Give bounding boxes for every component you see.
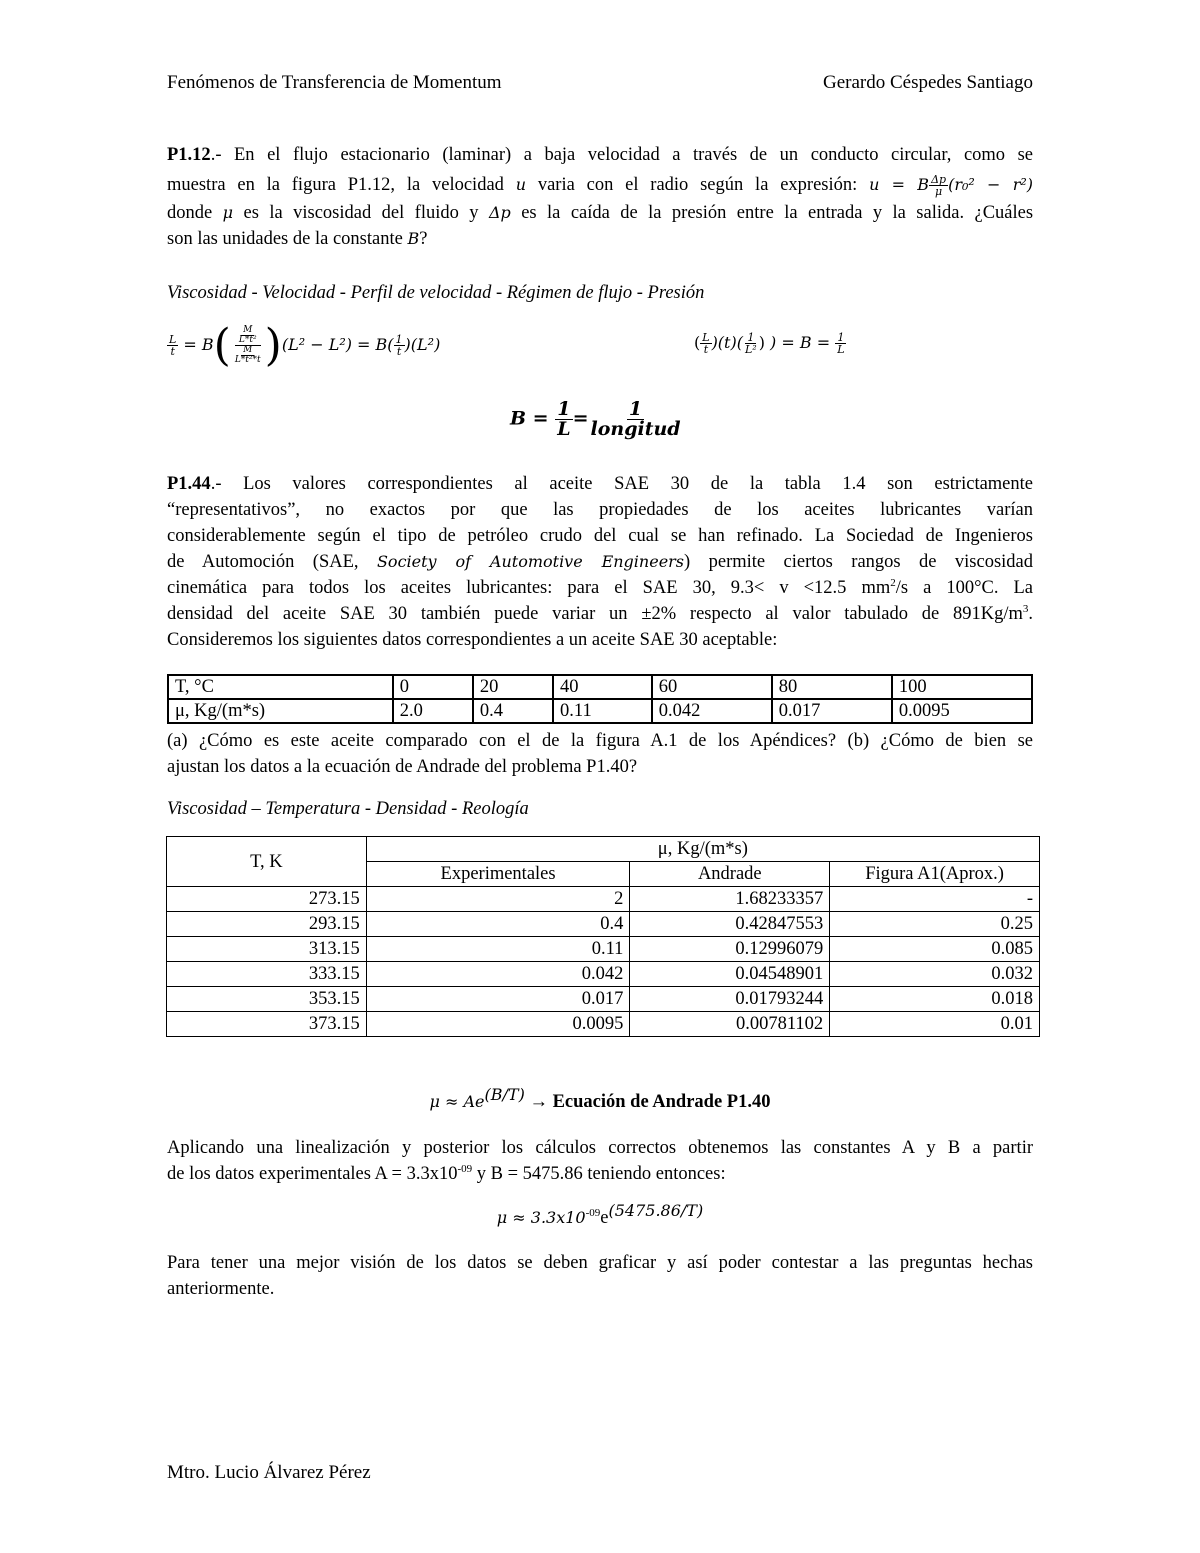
frac-den: t — [396, 345, 402, 358]
superscript: (B/T) — [484, 1084, 525, 1104]
table-cell: 353.15 — [167, 987, 367, 1012]
table-cell: 0.017 — [366, 987, 630, 1012]
table-row — [168, 699, 1032, 723]
math-eq: e — [600, 1208, 609, 1228]
frac-num: M — [243, 345, 253, 355]
table-cell: 80 — [772, 675, 892, 699]
andrade-paragraph — [167, 1135, 1033, 1187]
table-cell: 0.11 — [553, 699, 652, 723]
frac-num: 1 — [628, 398, 643, 420]
column-header: Figura A1(Aprox.) — [830, 862, 1040, 887]
superscript: 2 — [890, 576, 896, 589]
frac-den: L — [557, 418, 571, 440]
superscript: (5475.86/T) — [608, 1200, 704, 1220]
table-cell: 0.01 — [830, 1012, 1040, 1037]
text-line: considerablemente según el tipo de petróleo crudo del cual se han refinado. La Sociedad de Ingenieros — [167, 526, 1033, 546]
keywords-1: Viscosidad - Velocidad - Perfil de velocidad - Régimen de flujo - Presión — [167, 283, 705, 303]
math-eq: )(L²) — [404, 335, 441, 354]
fraction — [555, 400, 572, 439]
text-line: ajustan los datos a la ecuación de Andrade del problema P1.40? — [167, 757, 638, 777]
table-cell: 0.017 — [772, 699, 892, 723]
fitted-equation — [0, 1200, 1200, 1229]
column-header: Experimentales — [366, 862, 630, 887]
math-var: u — [515, 175, 527, 194]
table-cell: - — [830, 887, 1040, 912]
math-eq: B = — [510, 407, 549, 430]
final-b-equation: B = $\frac{1}{L}$ = $\frac{1}{\text{longitud}}$ — [510, 398, 681, 440]
frac-den: L — [837, 343, 845, 356]
fraction — [233, 346, 263, 365]
table-cell: T, °C — [168, 675, 393, 699]
fraction — [394, 334, 405, 357]
table-cell: 0.042 — [366, 962, 630, 987]
fraction — [231, 326, 265, 365]
math-eq: ) = B = — [770, 333, 831, 352]
table-cell: μ, Kg/(m*s) — [168, 699, 393, 723]
frac-den: longitud — [590, 418, 681, 440]
column-header: T, K — [167, 837, 367, 887]
frac-num: 1 — [557, 398, 571, 420]
fraction — [835, 332, 846, 355]
table-cell: 273.15 — [167, 887, 367, 912]
table-cell: 0.0095 — [366, 1012, 630, 1037]
questions — [167, 728, 1033, 780]
table-row — [167, 912, 1040, 937]
math-eq: (r₀² − r²) — [948, 175, 1034, 194]
table-cell: 0.42847553 — [630, 912, 830, 937]
table-row — [167, 937, 1040, 962]
text-line: . — [1028, 604, 1033, 624]
fraction — [929, 174, 948, 197]
math-var: Δp — [488, 203, 511, 222]
math-eq: (L² − L²) = B( — [281, 335, 394, 354]
table-cell: 2 — [366, 887, 630, 912]
frac-num: L — [702, 331, 710, 344]
frac-num: L — [169, 333, 177, 346]
text-line: ? — [419, 229, 428, 249]
fraction — [237, 326, 259, 345]
text-line: .- En el flujo estacionario (laminar) a baja velocidad a través de un conducto circular, como se — [210, 145, 1033, 165]
table-cell: 0.0095 — [892, 699, 1032, 723]
frac-den: L² — [744, 343, 757, 356]
text-line: “representativos”, no exactos por que las propiedades de los aceites lubricantes varían — [167, 500, 1033, 520]
derivation-left: $\frac{L}{t}$ = B( $\frac{\frac{M}{\text{L*t²}}}{\frac{M}{\text{L*t²*t}}}$ )(L² − L²) = B( $\frac{1}{t}$ )(L²) — [169, 320, 441, 371]
fraction — [743, 332, 759, 355]
text-line: de los datos experimentales A = 3.3x10 — [167, 1164, 458, 1184]
frac-den: t — [703, 343, 709, 356]
table-header-row — [167, 837, 1040, 862]
table-cell: 0.018 — [830, 987, 1040, 1012]
fraction — [167, 334, 178, 357]
table-row — [168, 675, 1032, 699]
table-cell: 0.042 — [652, 699, 772, 723]
table-row — [167, 987, 1040, 1012]
text-line: muestra en la figura P1.12, la velocidad — [167, 175, 504, 195]
table-cell: 0.01793244 — [630, 987, 830, 1012]
frac-den: L*t²*t — [234, 355, 261, 365]
table-cell: 333.15 — [167, 962, 367, 987]
table-cell: 373.15 — [167, 1012, 367, 1037]
viscosity-comparison-table — [166, 836, 1040, 1037]
problem-p144 — [167, 471, 1033, 653]
table-cell: 40 — [553, 675, 652, 699]
fraction — [589, 400, 683, 439]
text-line: .- Los valores correspondientes al aceite SAE 30 de la tabla 1.4 son estrictamente — [210, 474, 1033, 494]
text-line: (a) ¿Cómo es este aceite comparado con el de la figura A.1 de los Apéndices? (b) ¿Cómo de bien se — [167, 731, 1033, 751]
header-left: Fenómenos de Transferencia de Momentum — [167, 72, 502, 93]
frac-den: L*t² — [238, 335, 257, 345]
table-cell: 100 — [892, 675, 1032, 699]
column-header: μ, Kg/(m*s) — [366, 837, 1039, 862]
table-cell: 0.00781102 — [630, 1012, 830, 1037]
table-cell: 0.4 — [473, 699, 553, 723]
column-header: Andrade — [630, 862, 830, 887]
math-eq: u = B — [869, 175, 930, 194]
superscript: 3 — [1022, 602, 1029, 615]
table-cell: 0.085 — [830, 937, 1040, 962]
frac-num: Δp — [931, 173, 947, 187]
text-line: es la caída de la presión entre la entrada y la salida. ¿Cuáles — [521, 203, 1034, 223]
frac-num: M — [243, 325, 253, 335]
math-eq: )(t)( — [711, 333, 743, 352]
header-right: Gerardo Céspedes Santiago — [823, 72, 1033, 93]
frac-num: 1 — [395, 333, 403, 346]
table-row — [167, 962, 1040, 987]
math-var: μ — [222, 203, 234, 222]
problem-code: P1.44 — [167, 474, 211, 494]
andrade-equation — [0, 1084, 1200, 1113]
problem-p112 — [167, 142, 1033, 252]
table-cell: 0.25 — [830, 912, 1040, 937]
fraction — [700, 332, 711, 355]
text-line: anteriormente. — [167, 1279, 275, 1299]
text-line: es la viscosidad del fluido y — [243, 203, 479, 223]
text-line: cinemática para todos los aceites lubricantes: para el SAE 30, 9.3< v <12.5 mm — [167, 578, 891, 598]
table-cell: 293.15 — [167, 912, 367, 937]
table-row — [167, 887, 1040, 912]
superscript: -09 — [585, 1206, 601, 1219]
text-line: Consideremos los siguientes datos correspondientes a un aceite SAE 30 aceptable: — [167, 630, 778, 650]
frac-den: μ — [935, 185, 943, 199]
text-line: ) permite ciertos rangos de viscosidad — [684, 552, 1034, 572]
arrow: → — [529, 1092, 548, 1112]
frac-num: 1 — [837, 331, 845, 344]
math-var: B — [407, 229, 420, 248]
frac-num: 1 — [747, 331, 755, 344]
keywords-2: Viscosidad – Temperatura - Densidad - Reología — [167, 799, 529, 819]
text-line: /s a 100°C. La — [895, 578, 1033, 598]
footer-author: Mtro. Lucio Álvarez Pérez — [167, 1462, 371, 1483]
text-line: varia con el radio según la expresión: — [537, 175, 858, 195]
problem-code: P1.12 — [167, 145, 211, 165]
table-cell: 2.0 — [393, 699, 473, 723]
table-cell: 313.15 — [167, 937, 367, 962]
frac-den: t — [170, 345, 175, 358]
table-cell: 0.4 — [366, 912, 630, 937]
superscript: -09 — [457, 1162, 473, 1175]
text-line: donde — [167, 203, 213, 223]
table-cell: 0 — [393, 675, 473, 699]
conclusion-paragraph — [167, 1250, 1033, 1302]
table-cell: 0.12996079 — [630, 937, 830, 962]
text-line: densidad del aceite SAE 30 también puede variar un ±2% respecto al valor tabulado de 891Kg/m — [167, 604, 1023, 624]
equation-label: Ecuación de Andrade P1.40 — [552, 1092, 771, 1112]
text-line: y B = 5475.86 teniendo entonces: — [476, 1164, 726, 1184]
math-eq: = B — [183, 335, 214, 354]
text-line: Aplicando una linealización y posterior los cálculos correctos obtenemos las constantes A y B a partir — [167, 1138, 1033, 1158]
table-cell: 20 — [473, 675, 553, 699]
table-cell: 60 — [652, 675, 772, 699]
derivation-right: ( $\frac{L}{t}$ )(t)( $\frac{1}{\text{L²}}$ ) ) = B = $\frac{1}{L}$ — [694, 331, 845, 356]
math-eq: μ ≈ 3.3x10 — [496, 1208, 586, 1227]
text-line: Para tener una mejor visión de los datos se deben graficar y así poder contestar a las preguntas hechas — [167, 1253, 1033, 1273]
table-row — [167, 1012, 1040, 1037]
text-line: Society of Automotive Engineers — [376, 552, 685, 571]
math-eq: μ ≈ Ae — [429, 1092, 485, 1111]
table-cell: 1.68233357 — [630, 887, 830, 912]
table-cell: 0.04548901 — [630, 962, 830, 987]
text-line: de Automoción (SAE, — [167, 552, 359, 572]
text-line: son las unidades de la constante — [167, 229, 403, 249]
table-cell: 0.11 — [366, 937, 630, 962]
table-cell: 0.032 — [830, 962, 1040, 987]
sae30-data-table — [167, 674, 1033, 724]
